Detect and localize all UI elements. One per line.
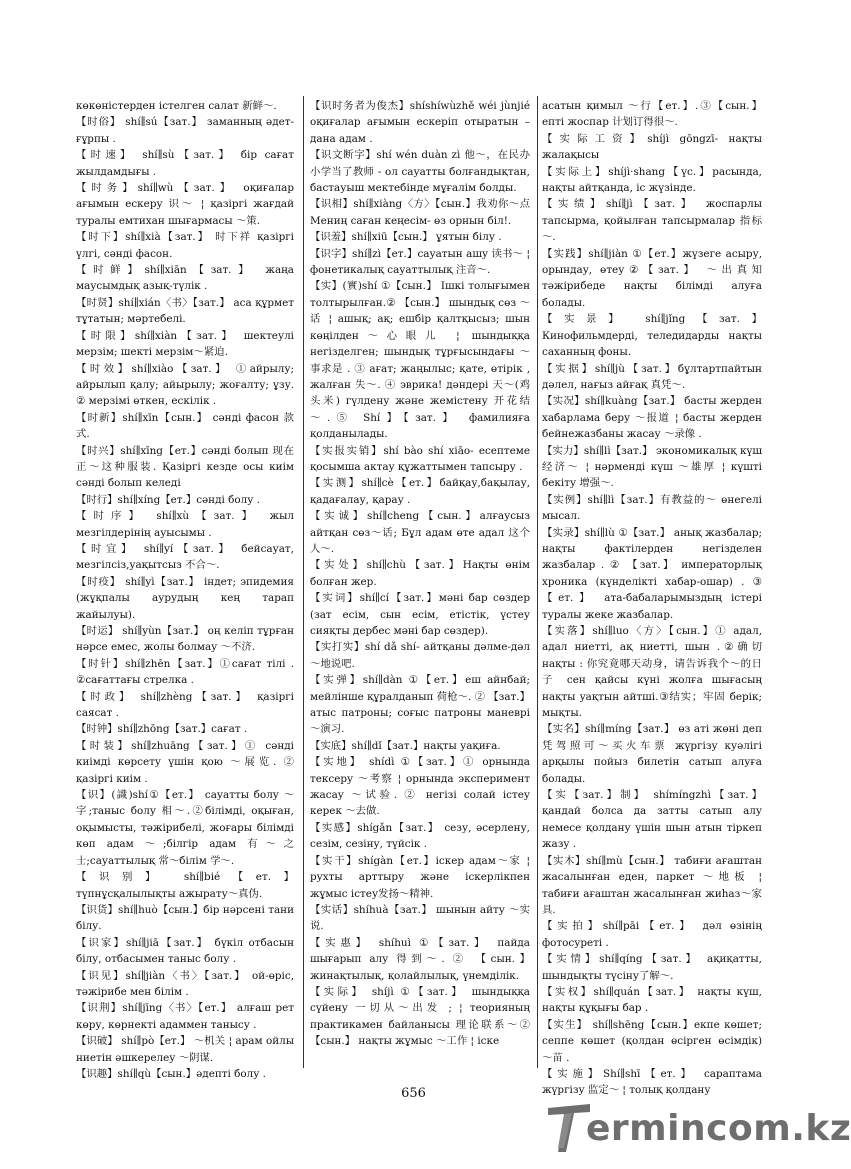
dictionary-entry: 【实测】shí∥cè【ет.】байқау,бақылау, қадағалау, қарау . <box>310 477 530 506</box>
dictionary-entry: 【实地】 shídì ①【зат.】① орнында тексеру ～考察 ¦ орнында эксперимент жасау ～试验. ② негізі солай істеу керек ～去做. <box>310 756 530 818</box>
dictionary-entry: 【实情】shí∥qíng【зат.】 ақиқатты, шындықты түсіну了解～. <box>542 953 762 982</box>
dictionary-entry: 【时政】 shí∥zhèng【зат.】 қазіргі саясат . <box>76 690 294 720</box>
dictionary-entry: 【时限】shí∥xiàn【зат.】 шектеулі мерзім; шекті мерзім～紧迫. <box>76 329 294 359</box>
dictionary-entry: 【识货】shí∥huò【сын.】бір нәрсені тани білу. <box>76 903 294 933</box>
page-number: 656 <box>401 1086 426 1101</box>
dictionary-entry: 【识字】shí∥zì【ет.】сауатын ашу 读书～ ¦ фонетикалық сауаттылық 注音～. <box>310 247 530 277</box>
dictionary-entry: 【实名】shí∥míng【зат.】 өз аті жөні деп 凭驾照可～买火车票 жүргізу куәлігі арқылы пойыз билетін сатып алуға болады. <box>542 723 762 785</box>
dictionary-entry: 【时针】shí∥zhēn【зат.】①сағат тілі . ②сағаттағы стрелка . <box>76 657 294 687</box>
logo-text: ermincom.kz <box>586 1108 851 1149</box>
dictionary-entry: 【实干】shígàn【ет.】іскер адам～家 ¦ рухты арттыру және іскерлікпен жұмыс істеу发扬～精神. <box>310 854 530 900</box>
dictionary-entry: 【实词】shí∥cí【зат.】мәні бар сөздер (зат есім, сын есім, етістік, үстеу сияқты дербес мәні бар сөздер). <box>310 592 530 637</box>
dictionary-entry: 【识时务者为俊杰】shíshíwùzhě wéi jùnjié оқиғалар ағымын ескеріп отыратын – дана адам . <box>310 100 530 145</box>
termincom-logo <box>546 1098 851 1158</box>
dictionary-entry: 【识文断字】shí wén duàn zì 他～，在民办小学当了教师 - ол сауатты болғандықтан, бастауыш мектебінде мұғалім болды. <box>310 149 530 195</box>
dictionary-entry: 【实底】shí∥dǐ【зат.】нақты уақиға. <box>310 739 501 752</box>
dictionary-entry: 【识趣】shí∥qù【сын.】әдепті болу . <box>76 1067 266 1080</box>
dictionary-entry: көкөністерден істелген салат 新鲜～. <box>76 100 277 112</box>
dictionary-entry: 【识羞】shí∥xiū【сын.】 ұятын білу . <box>310 231 502 244</box>
dictionary-entry: 【时宜】 shí∥yí【зат.】 бейсауат, мезгілсіз,уақытсыз 不合～. <box>76 542 294 572</box>
dictionary-entry: 【实感】shígǎn【зат.】 сезу, әсерлену, сезім, сезіну, түйсік . <box>310 821 530 851</box>
dictionary-entry: 【时序】 shí∥xù【зат.】 жыл мезгілдерінің ауысымы . <box>76 510 294 539</box>
dictionary-entry: 【识相】shí∥xiàng〈方〉【сын.】我劝你～点 Мениң саған кеңесім- өз орнын біл!. <box>310 198 530 227</box>
dictionary-entry: 【时速】 shí∥sù【зат.】 бір сағат жылдамдығы . <box>76 149 294 178</box>
dictionary-entry: 【实话】shíhuà【зат.】 шынын айту ～实说. <box>310 903 530 933</box>
dictionary-entry: 【实权】shí∥quán【зат.】 нақты күш, нақты құқығы бар . <box>542 985 762 1015</box>
dictionary-entry: 【识家】shí∥jiā【зат.】 бүкіл отбасын білу, отбасымен таныс болу . <box>76 936 294 966</box>
dictionary-entry: 【实绩】shí∥jì【зат.】 жоспарлы тапсырма, қойылған тапсырмалар 指标～. <box>542 198 762 244</box>
dictionary-entry: 【时疫】 shí∥yì【зат.】 індет; эпидемия (жұқпалы аурудың кең тарап жайылуы). <box>76 575 294 621</box>
dictionary-entry: 【实力】shí∥lì【зат.】 экономикалық күш 经济～ ¦ нәрменді күш ～雄厚 ¦ күшті бекіту 增强～. <box>542 444 762 490</box>
dictionary-entry: 【时效】shí∥xiào【зат.】 ①айрылу; айрылып қалу; айырылу; жоғалту; ұзу. ② мерзімі өткен, ескілік . <box>76 362 294 408</box>
dictionary-entry: 【实【зат.】制】 shímíngzhì【зат.】 қандай болса да затты сатып алу немесе қолдану үшін шын атын тіркеп жазу . <box>542 789 762 851</box>
dictionary-entry: 【实惠】 shíhuì ①【зат.】 пайда шығарып алу 得到～. ② 【сын.】 жинақтылық, қолайлылық, үнемділік. <box>310 936 530 982</box>
dictionary-entry: 【识别】 shí∥bié【ет.】 түпнұсқалылықты ажырату～真伪. <box>76 871 294 900</box>
dictionary-entry: 【时俗】 shí∥sú【зат.】 заманның әдет-ғұрпы . <box>76 116 294 145</box>
dictionary-entry: 【实录】shí∥lù ①【зат.】 анық жазбалар; нақты фактілерден негізделен жазбалар . ② 【зат.】 императорлық хроника (күнделікті хабар-ошар) . ③ 【ет.】 ата-бабаларымыздың істері туралы жеке жазбалар. <box>542 526 762 621</box>
dictionary-entry: 【实诚】shí∥cheng【сын.】алғаусыз айтқан сөз～话; Бұл адам өте адал 这个人～. <box>310 510 530 555</box>
dictionary-entry: 【实】(實)shí ①【сын.】 Ішкі толығымен толтырылған.② 【сын.】 шындық сөз ～话 ¦ ашық; ақ; ешбір қалтқысыз; шын көңілден～心眼儿 ¦ шындыққа негізделген; шындық тұрғысындағы ～事求是 . ③ ағат; жаңылыс; қате, өтірік , жалған 失～. ④ эврика! дәндері 天～(鸡头米) гүлдену және жемістену 开花结～.⑤ Shí】【зат.】 фамилияға қолданылады. <box>310 280 530 441</box>
dictionary-entry: 【实景】 shí∥jǐng【зат.】 Кинофильмдерді, теледидарды нақты саханның фоны. <box>542 313 762 359</box>
dictionary-entry: 【识荆】shí∥jīng〈书〉【ет.】 алғаш рет көру, көрнекті адаммен танысу . <box>76 1002 294 1031</box>
column-left <box>76 98 294 1080</box>
dictionary-entry: 【识破】 shí∥pò【ет.】 ～机关 ¦ арам ойлы ниетін әшкерелеу ～阴谋. <box>76 1035 294 1064</box>
dictionary-entry: 【实生】 shí∥shēng【сын.】екпе көшет; сеппе көшет (қолдан өсірген өсімдік) ～苗 . <box>542 1018 762 1064</box>
dictionary-entry: 【实际】 shíjì ①【зат.】 шындыққа сүйену 一切从～出发 ; ¦ теорияның практикамен байланысы 理论联系～② 【сын.】 нақты жұмыс ～工作 ¦ іске <box>310 985 530 1048</box>
dictionary-entry: 【时务】shí∥wù【зат.】 оқиғалар ағымын ескеру 识～ ¦ қазіргі жағдай туралы емтихан шығармасы ～策. <box>76 182 294 227</box>
dictionary-entry: 【实落】shí∥luo〈方〉【сын.】① адал, адал ниетті, ақ ниетті, шын .②确切 нақты : 你究竟哪天动身，请告诉我个～的日子 сен қайсы күні жолға шығасың нақты уақтын айтші.③结实；牢固 берік; мықты. <box>542 625 762 720</box>
dictionary-entry: 【实际上】shíjì·shang【үс.】расында, нақты айтқанда, іс жүзінде. <box>542 165 762 195</box>
dictionary-entry: 【实处】shí∥chù【зат.】Нақты өнім болған жер. <box>310 559 530 588</box>
dictionary-entry: 【时新】shí∥xīn【сын.】 сәнді фасон 款式. <box>76 411 294 441</box>
dictionary-entry: 【实弹】shí∥dàn ①【ет.】еш айнбай; мейлінше құралданып 荷枪～. ② 【зат.】 атыс патроны; соғыс патроны маневрі ～演习. <box>310 674 530 736</box>
dictionary-entry: 【实打实】shí dǎ shí- айтқаны дәлме-дәл ～地说吧. <box>310 641 530 670</box>
dictionary-entry: 【时装】shí∥zhuāng【зат.】① сәнді киімді көрсету үшін қою ～展览. ② қазіргі киім . <box>76 739 294 785</box>
dictionary-entry: 【实拍】shí∥pāi【ет.】 дәл өзінің фотосуреті . <box>542 920 762 949</box>
dictionary-entry: 【实例】shí∥lì【зат.】有教益的～ өнегелі мысал. <box>542 493 762 523</box>
dictionary-entry: 【实际工资】shíjì gōngzī- нақты жалақысы <box>542 132 762 162</box>
dictionary-entry: 【实施】Shí∥shī【ет.】 сараптама жүргізу 监定～ ¦ толық қолдану <box>542 1067 762 1097</box>
dictionary-entry: 【时兴】shí∥xīng【ет.】сәнді болып 现在正～这种服装. Қазіргі кезде осы киім сәнді болып келеді <box>76 444 294 490</box>
column-middle <box>310 98 530 1068</box>
dictionary-entry: 【时贤】shí∥xián〈书〉【зат.】 аса құрмет тұтатын; мәртебелі. <box>76 296 294 326</box>
dictionary-entry: 【实报实销】shí bào shí xiāo- есептеме қосымша актау құжаттымен тапсыру . <box>310 444 530 473</box>
dictionary-entry: 【时钟】shí∥zhōng【зат.】сағат . <box>76 723 248 736</box>
dictionary-entry: 【时下】shí∥xià【зат.】 时下祥 қазіргі үлгі, сәнді фасон. <box>76 231 294 260</box>
dictionary-entry: 【实木】shí∥mù【сын.】 табиғи ағаштан жасалынған еден, паркет ～地板 ¦ табиғи ағаштан жасалынған жиһаз～家具. <box>542 854 762 916</box>
column-divider <box>537 96 538 1068</box>
dictionary-entry: 【识见】shí∥jiàn〈书〉【зат.】 ой-өріс, тәжірибе мен білім . <box>76 969 294 998</box>
column-divider <box>303 96 304 1068</box>
column-right <box>542 98 762 1097</box>
dictionary-entry: 【实据】shí∥jù【зат.】бұлтартпайтын дәлел, нағыз айғақ 真凭～. <box>542 362 762 391</box>
dictionary-entry: 【时鲜】shí∥xiān【зат.】 жаңа маусымдық азық-түлік . <box>76 264 294 293</box>
dictionary-entry: 【实况】shí∥kuàng【зат.】 басты жерден хабарлама беру ～报道 ¦ басты жерден бейнежазбаны жасау ～录像 . <box>542 395 762 441</box>
dictionary-entry: 【实践】shí∥jiàn ①【ет.】жүзеге асыру, орындау, өтеу②【зат.】 ～出真知 тәжірибеде нақты білімді алуға болады. <box>542 247 762 309</box>
dictionary-entry: асатын қимыл ～行【ет.】.③【сын.】 епті жоспар 计划订得很～. <box>542 100 762 129</box>
dictionary-entry: 【时行】shí∥xíng【ет.】сәнді болу . <box>76 493 260 506</box>
dictionary-entry: 【识】(識)shí①【ет.】 сауатты болу ～字;таныс болу 相～.②білімді, оқыған, оқымысты, тәжірибелі, жоғары білімді көп адам ～;білгір адам 有～之士;сауаттылық 常～білім 学～. <box>76 789 294 867</box>
dictionary-entry: 【时运】 shí∥yùn【зат.】 оң келіп тұрған нәрсе емес, жолы болмау ～不济. <box>76 625 294 654</box>
